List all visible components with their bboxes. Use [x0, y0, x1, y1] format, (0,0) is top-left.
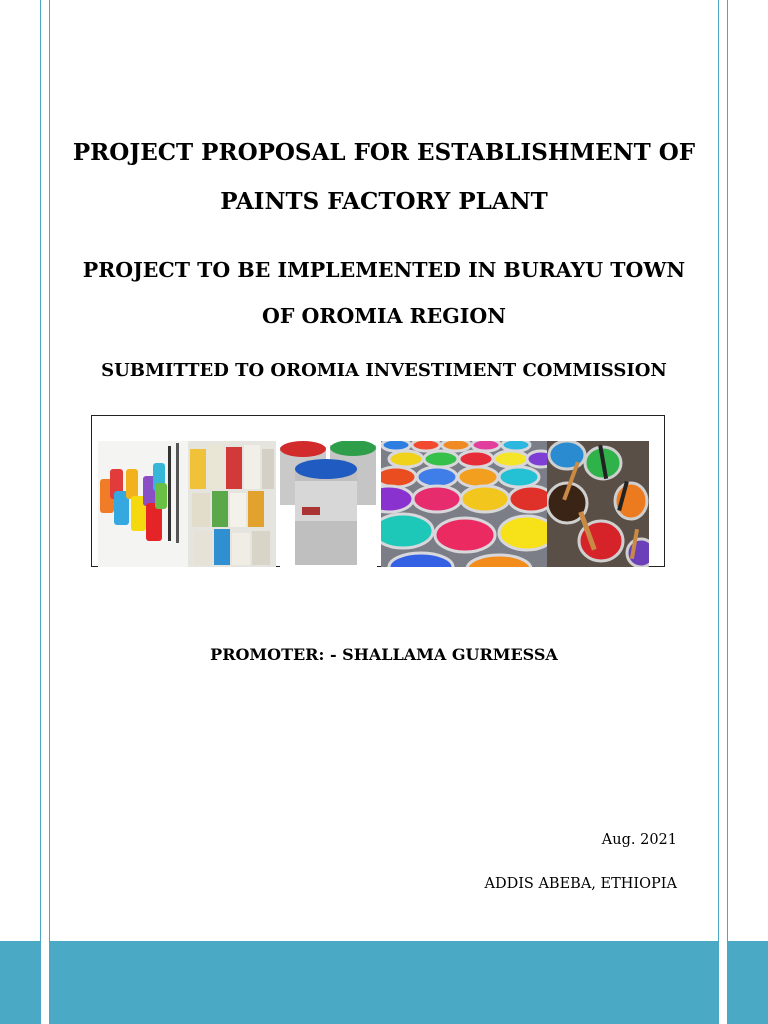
paint-cans-panel	[280, 441, 377, 567]
paint-image-collage	[91, 415, 665, 567]
footer-band-left	[0, 941, 40, 1024]
title-line-1: PROJECT PROPOSAL FOR ESTABLISHMENT OF	[72, 139, 696, 166]
footer-band-center	[50, 941, 718, 1024]
subtitle-line-2: OF OROMIA REGION	[262, 304, 506, 328]
right-rule-outer	[727, 0, 728, 1024]
document-title	[50, 128, 718, 226]
document-subtitle	[50, 247, 718, 339]
title-line-2: PAINTS FACTORY PLANT	[220, 188, 548, 215]
footer-band-right	[728, 941, 768, 1024]
subtitle-line-1: PROJECT TO BE IMPLEMENTED IN BURAYU TOWN	[82, 258, 686, 282]
right-rule-inner	[718, 0, 719, 1024]
left-rule-outer	[40, 0, 41, 1024]
open-paint-cans-panel	[381, 441, 547, 567]
promoter-line	[50, 642, 718, 668]
paint-jars-panel	[98, 441, 276, 567]
paint-cans-brushes-panel	[547, 441, 649, 567]
document-date: Aug. 2021	[601, 832, 677, 848]
promoter-name: SHALLAMA GURMESSA	[342, 645, 558, 664]
promoter-separator: : -	[318, 645, 343, 664]
submitted-to: SUBMITTED TO OROMIA INVESTIMENT COMMISSION	[101, 360, 667, 381]
document-place: ADDIS ABEBA, ETHIOPIA	[484, 876, 677, 892]
promoter-label: PROMOTER	[210, 645, 319, 664]
